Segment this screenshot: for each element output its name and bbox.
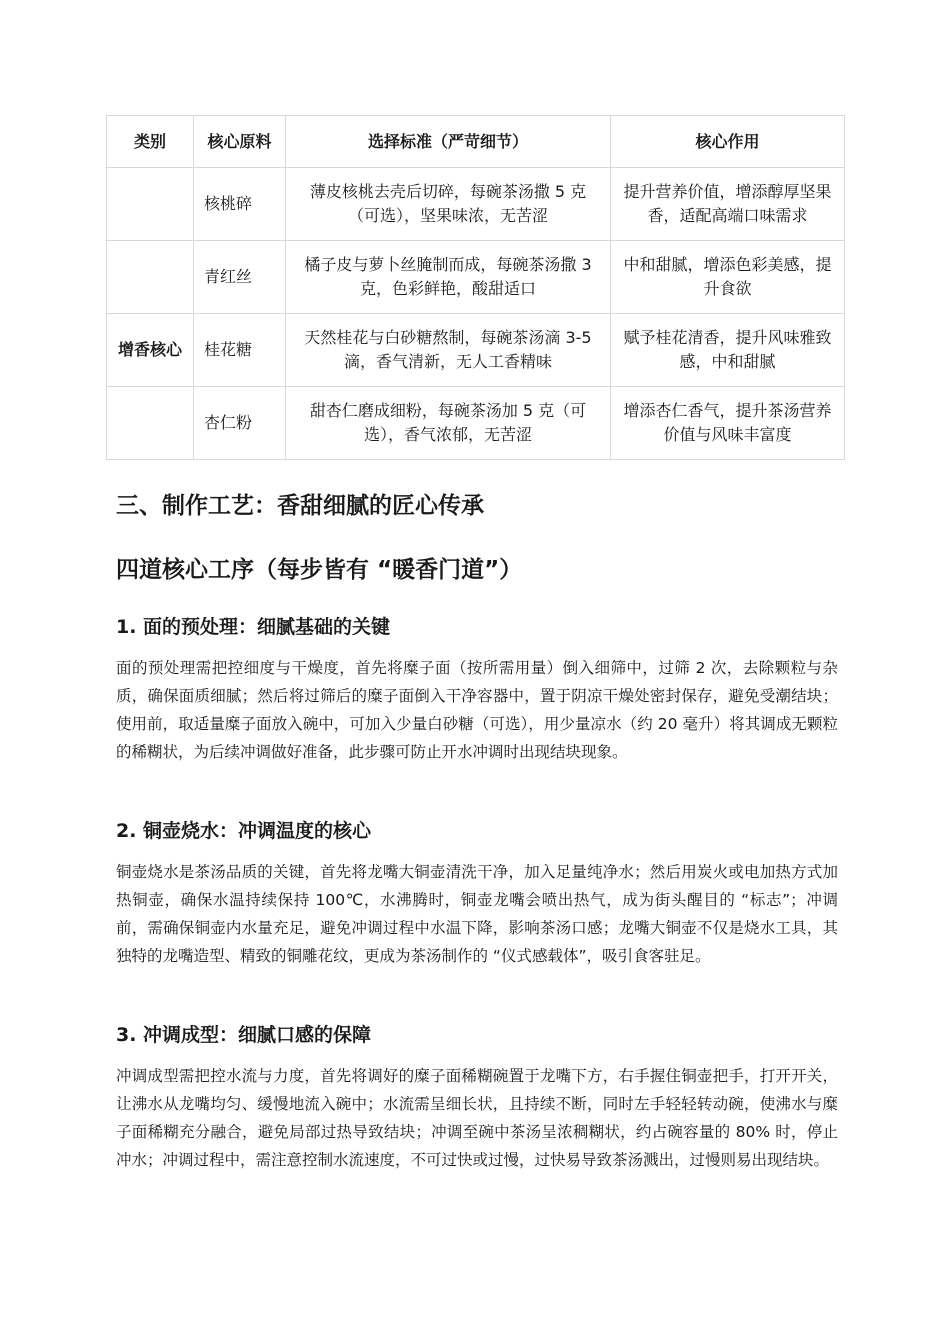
row-category: 增香核心: [107, 314, 194, 387]
step-3-title: 3. 冲调成型：细腻口感的保障: [116, 1024, 372, 1046]
step-3-body: 冲调成型需把控水流与力度，首先将调好的糜子面稀糊碗置于龙嘴下方，右手握住铜壶把手，打开开关，让沸水从龙嘴均匀、缓慢地流入碗中；水流需呈细长状，且持续不断，同时左手轻轻转动碗，使沸水与糜子面稀糊充分融合，避免局部过热导致结块；冲调至碗中茶汤呈浓稠糊状，约占碗容量的 80% 时，停止冲水；冲调过程中，需注意控制水流速度，不可过快或过慢，过快易导致茶汤溅出，过慢则易出现结块。: [116, 1067, 838, 1169]
step-1-body: 面的预处理需把控细度与干燥度，首先将糜子面（按所需用量）倒入细筛中，过筛 2 次，去除颗粒与杂质，确保面质细腻；然后将过筛后的糜子面倒入干净容器中，置于阴凉干燥处密封保存，避免受潮结块；使用前，取适量糜子面放入碗中，可加入少量白砂糖（可选），用少量凉水（约 20 毫升）将其调成无颗粒的稀糊状，为后续冲调做好准备，此步骤可防止开水冲调时出现结块现象。: [116, 659, 838, 761]
step-2-title: 2. 铜壶烧水：冲调温度的核心: [116, 820, 372, 842]
step-2-body: 铜壶烧水是茶汤品质的关键，首先将龙嘴大铜壶清洗干净，加入足量纯净水；然后用炭火或电加热方式加热铜壶，确保水温持续保持 100℃，水沸腾时，铜壶龙嘴会喷出热气，成为街头醒目的 “标志”；冲调前，需确保铜壶内水量充足，避免冲调过程中水温下降，影响茶汤口感；龙嘴大铜壶不仅是烧水工具，其独特的龙嘴造型、精致的铜雕花纹，更成为茶汤制作的 “仪式感载体”，吸引食客驻足。: [116, 863, 838, 965]
row-ingredient: 青红丝: [194, 241, 286, 314]
row-standard: 天然桂花与白砂糖熬制，每碗茶汤滴 3-5 滴，香气清新，无人工香精味: [286, 314, 611, 387]
header-role: 核心作用: [611, 116, 845, 168]
row-category: [107, 168, 194, 241]
table-row: [107, 168, 845, 241]
header-ingredient: 核心原料: [194, 116, 286, 168]
row-ingredient: 杏仁粉: [194, 387, 286, 460]
row-category: [107, 387, 194, 460]
step-1-title: 1. 面的预处理：细腻基础的关键: [116, 616, 391, 638]
row-standard: 薄皮核桃去壳后切碎，每碗茶汤撒 5 克（可选），坚果味浓，无苦涩: [286, 168, 611, 241]
row-category: [107, 241, 194, 314]
row-ingredient: 桂花糖: [194, 314, 286, 387]
header-category: 类别: [107, 116, 194, 168]
row-standard: 甜杏仁磨成细粉，每碗茶汤加 5 克（可选），香气浓郁，无苦涩: [286, 387, 611, 460]
table-row: [107, 387, 845, 460]
row-role: 赋予桂花清香，提升风味雅致感，中和甜腻: [611, 314, 845, 387]
row-standard: 橘子皮与萝卜丝腌制而成，每碗茶汤撒 3 克，色彩鲜艳，酸甜适口: [286, 241, 611, 314]
row-role: 中和甜腻，增添色彩美感，提升食欲: [611, 241, 845, 314]
section-title: 三、制作工艺：香甜细腻的匠心传承: [116, 493, 484, 519]
header-standard: 选择标准（严苛细节）: [286, 116, 611, 168]
subsection-title: 四道核心工序（每步皆有 “暖香门道”）: [116, 557, 523, 583]
table-row: [107, 241, 845, 314]
table-row: [107, 314, 845, 387]
row-role: 增添杏仁香气，提升茶汤营养价值与风味丰富度: [611, 387, 845, 460]
table-header-row: [107, 116, 845, 168]
row-ingredient: 核桃碎: [194, 168, 286, 241]
row-role: 提升营养价值，增添醇厚坚果香，适配高端口味需求: [611, 168, 845, 241]
ingredients-table: [106, 115, 845, 460]
